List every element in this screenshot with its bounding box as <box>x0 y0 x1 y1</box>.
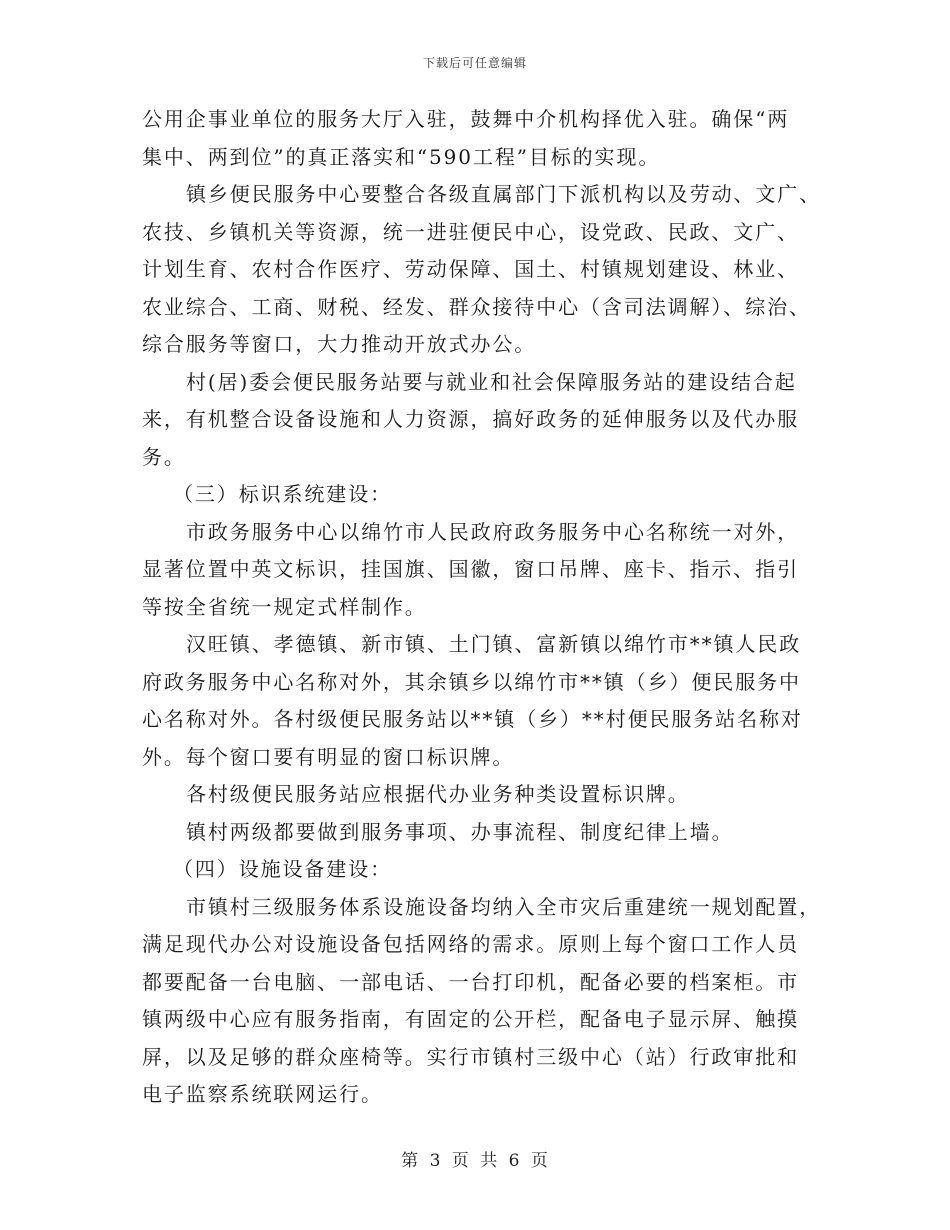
text-line: 镇两级中心应有服务指南，有固定的公开栏，配备电子显示屏、触摸 <box>142 1007 799 1031</box>
paragraph-start-line: 各村级便民服务站应根据代办业务种类设置标识牌。 <box>186 782 690 806</box>
paragraph-start-line: 市政务服务中心以绵竹市人民政府政务服务中心名称统一对外， <box>186 519 800 544</box>
section-heading: （三）标识系统建设： <box>173 482 392 506</box>
text-line: 显著位置中英文标识，挂国旗、国徽，窗口吊牌、座卡、指示、指引 <box>142 557 799 581</box>
paragraph-start-line: 镇乡便民服务中心要整合各级直属部门下派机构以及劳动、文广、 <box>186 182 822 206</box>
text-line: 计划生育、农村合作医疗、劳动保障、国土、村镇规划建设、林业、 <box>142 257 799 281</box>
text-line: 集中、两到位”的真正落实和“590工程”目标的实现。 <box>142 144 661 169</box>
text-line: 电子监察系统联网运行。 <box>142 1082 383 1106</box>
text-line: 农业综合、工商、财税、经发、群众接待中心（含司法调解）、综治、 <box>142 294 811 319</box>
paragraph-start-line: 镇村两级都要做到服务事项、办事流程、制度纪律上墙。 <box>186 819 734 844</box>
text-line: 综合服务等窗口，大力推动开放式办公。 <box>142 332 537 356</box>
paragraph-start-line: 市镇村三级服务体系设施设备均纳入全市灾后重建统一规划配置， <box>186 894 822 919</box>
text-line: 满足现代办公对设施设备包括网络的需求。原则上每个窗口工作人员 <box>142 932 799 956</box>
paragraph-start-line: 汉旺镇、孝德镇、新市镇、土门镇、富新镇以绵竹市**镇人民政 <box>186 632 802 656</box>
page-header: 下载后可任意编辑 <box>422 56 527 70</box>
paragraph-start-line: 村(居)委会便民服务站要与就业和社会保障服务站的建设结合起 <box>186 369 797 394</box>
document-body <box>142 101 822 1114</box>
text-line: 农技、乡镇机关等资源，统一进驻便民中心，设党政、民政、文广、 <box>142 219 799 244</box>
text-line: 务。 <box>142 444 186 469</box>
text-line: 心名称对外。各村级便民服务站以**镇（乡）**村便民服务站名称对 <box>142 707 803 731</box>
page-number-footer: 第 3 页 共 6 页 <box>401 1151 549 1171</box>
text-line: 等按全省统一规定式样制作。 <box>142 594 427 619</box>
text-line: 公用企事业单位的服务大厅入驻，鼓舞中介机构择优入驻。确保“两 <box>142 107 790 131</box>
text-line: 府政务服务中心名称对外，其余镇乡以绵竹市**镇（乡）便民服务中 <box>142 669 801 694</box>
text-line: 屏，以及足够的群众座椅等。实行市镇村三级中心（站）行政审批和 <box>142 1044 799 1069</box>
text-line: 都要配备一台电脑、一部电话、一台打印机，配备必要的档案柜。市 <box>142 969 799 994</box>
text-line: 外。每个窗口要有明显的窗口标识牌。 <box>142 744 515 769</box>
section-heading: （四）设施设备建设： <box>173 857 392 881</box>
text-line: 来，有机整合设备设施和人力资源，搞好政务的延伸服务以及代办服 <box>142 407 799 431</box>
